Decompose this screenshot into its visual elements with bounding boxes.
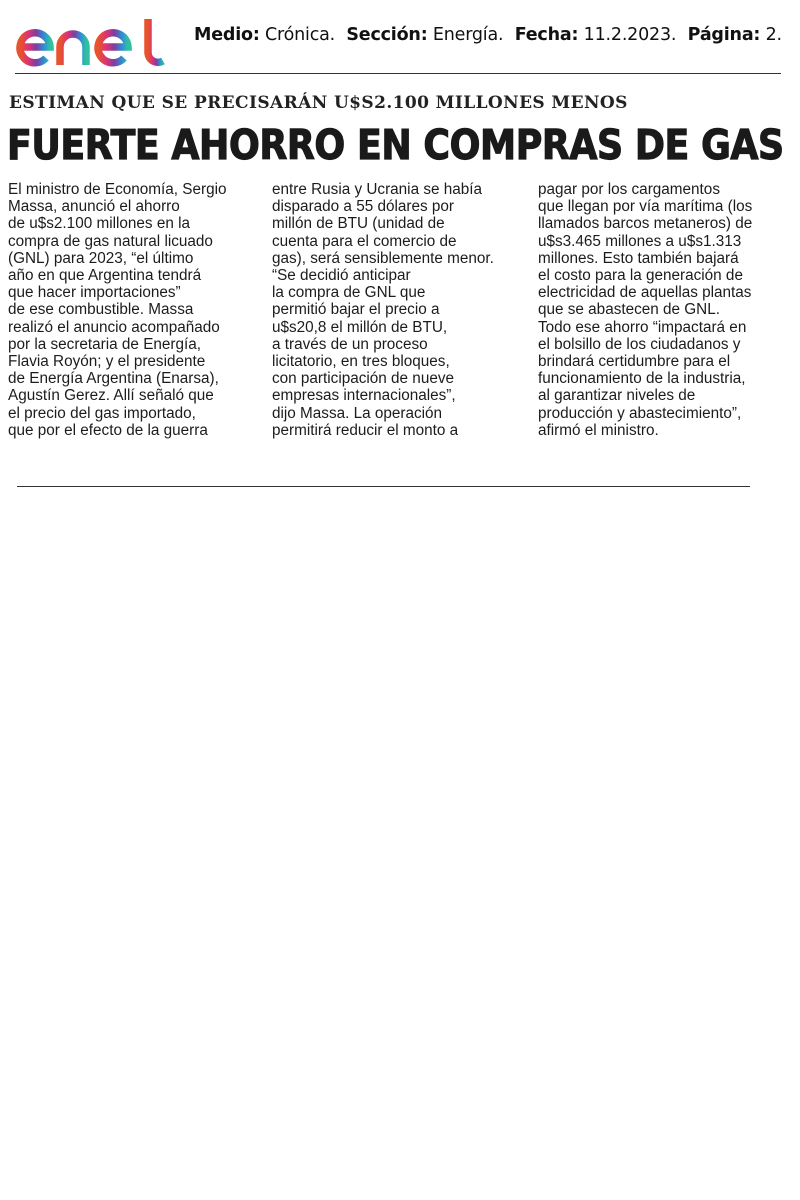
seccion-label: Sección: (346, 25, 428, 45)
article-line: Todo ese ahorro “impactará en (538, 318, 747, 336)
article-line: electricidad de aquellas plantas (538, 284, 752, 302)
article-line: dijo Massa. La operación (272, 404, 443, 422)
header-divider (15, 73, 781, 74)
article-line: compra de gas natural licuado (8, 232, 213, 250)
article-line: licitatorio, en tres bloques, (272, 353, 450, 371)
clipping-metadata (194, 25, 782, 45)
article-line: permitirá reducir el monto a (272, 421, 459, 439)
article-headline: FUERTE AHORRO EN COMPRAS DE GAS (7, 121, 784, 169)
article-line: con participación de nueve (272, 370, 454, 388)
article-line: año en que Argentina tendrá (8, 267, 202, 285)
article-line: millones. Esto también bajará (538, 249, 739, 267)
article-column-2 (272, 181, 520, 439)
article-line: Agustín Gerez. Allí señaló que (8, 387, 214, 405)
article-line: llamados barcos metaneros) de (538, 215, 753, 233)
article-line: realizó el anuncio acompañado (8, 318, 220, 336)
article-line: entre Rusia y Ucrania se había (272, 181, 483, 198)
article-line: que se abastecen de GNL. (538, 301, 720, 319)
article-line: de u$s2.100 millones en la (8, 215, 190, 233)
article-line: disparado a 55 dólares por (272, 198, 454, 216)
article-line: que por el efecto de la guerra (8, 421, 208, 439)
article-line: producción y abastecimiento”, (538, 404, 742, 422)
article-line: permitió bajar el precio a (272, 301, 440, 319)
article-line: funcionamiento de la industria, (538, 370, 746, 388)
enel-logo (16, 17, 168, 67)
article-line: u$s20,8 el millón de BTU, (272, 318, 448, 336)
seccion-value: Energía. (432, 25, 504, 45)
fecha-label: Fecha: (514, 25, 579, 45)
article-line: de Energía Argentina (Enarsa), (8, 370, 219, 388)
article-end-divider (17, 486, 750, 487)
article-line: Massa, anunció el ahorro (8, 198, 180, 216)
article-line: “Se decidió anticipar (272, 267, 411, 285)
article-line: El ministro de Economía, Sergio (8, 181, 227, 198)
article-column-1 (8, 181, 256, 439)
pagina-value: 2. (765, 25, 782, 45)
article-line: brindará certidumbre para el (538, 353, 731, 371)
article-line: la compra de GNL que (272, 284, 426, 302)
article-line: el bolsillo de los ciudadanos y (538, 335, 741, 353)
article-line: el precio del gas importado, (8, 404, 196, 422)
article-line: pagar por los cargamentos (538, 181, 720, 198)
article-line: que llegan por vía marítima (los (538, 198, 753, 216)
fecha-value: 11.2.2023. (583, 25, 677, 45)
medio-value: Crónica. (265, 25, 336, 45)
article-line: de ese combustible. Massa (8, 301, 194, 319)
article-line: que hacer importaciones” (8, 284, 181, 302)
article-kicker: ESTIMAN QUE SE PRECISARÁN U$S2.100 MILLONES MENOS (9, 93, 628, 113)
article-line: gas), será sensiblemente menor. (272, 249, 494, 267)
article-line: a través de un proceso (272, 335, 428, 353)
medio-label: Medio: (194, 25, 260, 45)
article-column-3 (538, 181, 786, 439)
article-line: cuenta para el comercio de (272, 232, 457, 250)
article-line: millón de BTU (unidad de (272, 215, 445, 233)
article-line: afirmó el ministro. (538, 421, 659, 439)
article-line: u$s3.465 millones a u$s1.313 (538, 232, 742, 250)
article-line: (GNL) para 2023, “el último (8, 249, 194, 267)
article-line: el costo para la generación de (538, 267, 743, 285)
article-line: por la secretaria de Energía, (8, 335, 202, 353)
article-line: al garantizar niveles de (538, 387, 696, 405)
article-line: empresas internacionales”, (272, 387, 456, 405)
article-line: Flavia Royón; y el presidente (8, 353, 206, 371)
pagina-label: Página: (687, 25, 761, 45)
